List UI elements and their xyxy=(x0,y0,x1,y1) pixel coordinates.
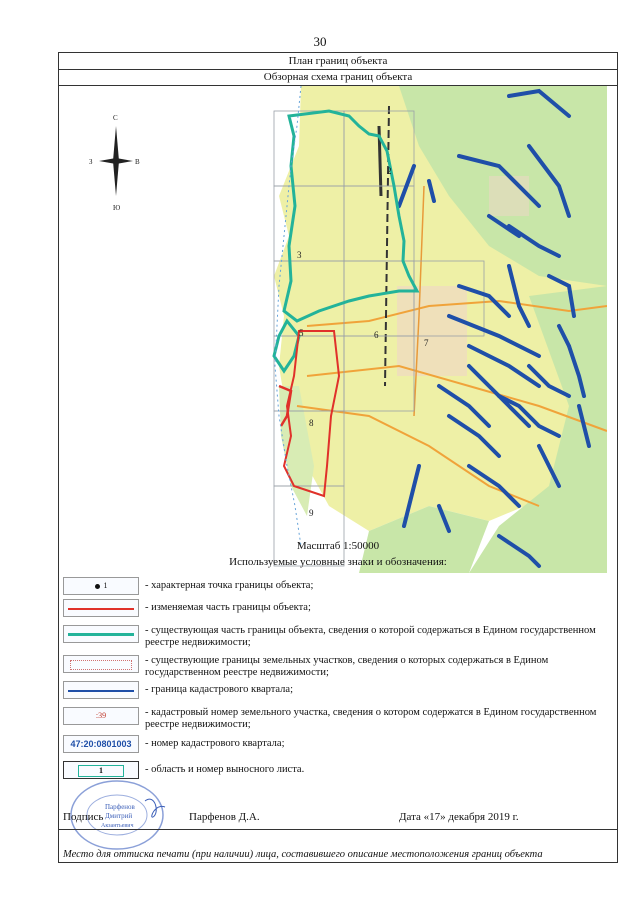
sheet-label: 5 xyxy=(299,328,304,338)
legend-symbol-sheet: 1 xyxy=(63,761,139,779)
legend-symbol-parcel-number: :39 xyxy=(63,707,139,725)
legend-symbol-point: 1 xyxy=(63,577,139,595)
overview-map xyxy=(69,86,607,573)
legend-title: Используемые условные знаки и обозначения: xyxy=(229,556,447,568)
sheet-label: 9 xyxy=(309,508,314,518)
sheet-label: 8 xyxy=(309,418,314,428)
legend-symbol-teal-line xyxy=(63,625,139,643)
svg-text:Парфенов: Парфенов xyxy=(105,803,135,811)
sheet-label: 2 xyxy=(387,166,392,176)
legend-symbol-quarter-number: 47:20:0801003 xyxy=(63,735,139,753)
legend-symbol-red-line xyxy=(63,599,139,617)
footer-divider xyxy=(59,829,617,830)
svg-text:С: С xyxy=(113,114,118,122)
point-icon xyxy=(95,584,100,589)
sheet-label: 3 xyxy=(297,250,302,260)
signer-name: Парфенов Д.А. xyxy=(189,811,260,823)
svg-text:З: З xyxy=(89,158,93,166)
page-number: 30 xyxy=(313,34,327,49)
svg-text:Акзантьевич: Акзантьевич xyxy=(101,823,134,829)
plan-subtitle: Обзорная схема границ объекта xyxy=(59,69,617,86)
plan-title: План границ объекта xyxy=(59,53,617,70)
map-scale: Масштаб 1:50000 xyxy=(296,540,380,552)
settlement xyxy=(489,176,529,216)
settlement xyxy=(397,286,467,376)
document-frame: План границ объекта Обзорная схема границ объекта 2 3 5 6 7 8 9 С Ю В З Масштаб 1:50000 Используемые условные знаки и обозначения: 1 - характерная точка границы объекта; - изменяемая часть границы объекта; - существующая часть границы объекта, сведения о которой содержаться в Едином государственном реестре недвижимости; - существующие границы земельных участков, сведения о которых содержаться в Едином государственном реестре недвижимости; - граница кадастрового квартала; :39 - кадастровый номер земельного участка, сведения о котором содержатся в Едином государственном реестре недвижимости; 47:20:0801003 - номер кадастрового квартала; 1 - область и номер выносного листа. Парфенов Дмитрий Акзантьевич Подпись Парфенов Д.А. Дата «17» декабря 2019 г. Место для оттиска печати (при наличии) лица, составившего описание местоположения границ объекта xyxy=(58,52,618,863)
svg-text:Ю: Ю xyxy=(113,204,121,212)
legend-symbol-parcel-dotted xyxy=(63,655,139,673)
sheet-label: 6 xyxy=(374,330,379,340)
sheet-label: 7 xyxy=(424,338,429,348)
legend-symbol-blue-line xyxy=(63,681,139,699)
signature-label: Подпись xyxy=(63,811,104,823)
svg-text:В: В xyxy=(135,158,140,166)
svg-text:Дмитрий: Дмитрий xyxy=(105,812,133,820)
footer-note: Место для оттиска печати (при наличии) лица, составившего описание местоположения границ объекта xyxy=(63,849,543,860)
signature-date: Дата «17» декабря 2019 г. xyxy=(399,811,519,823)
